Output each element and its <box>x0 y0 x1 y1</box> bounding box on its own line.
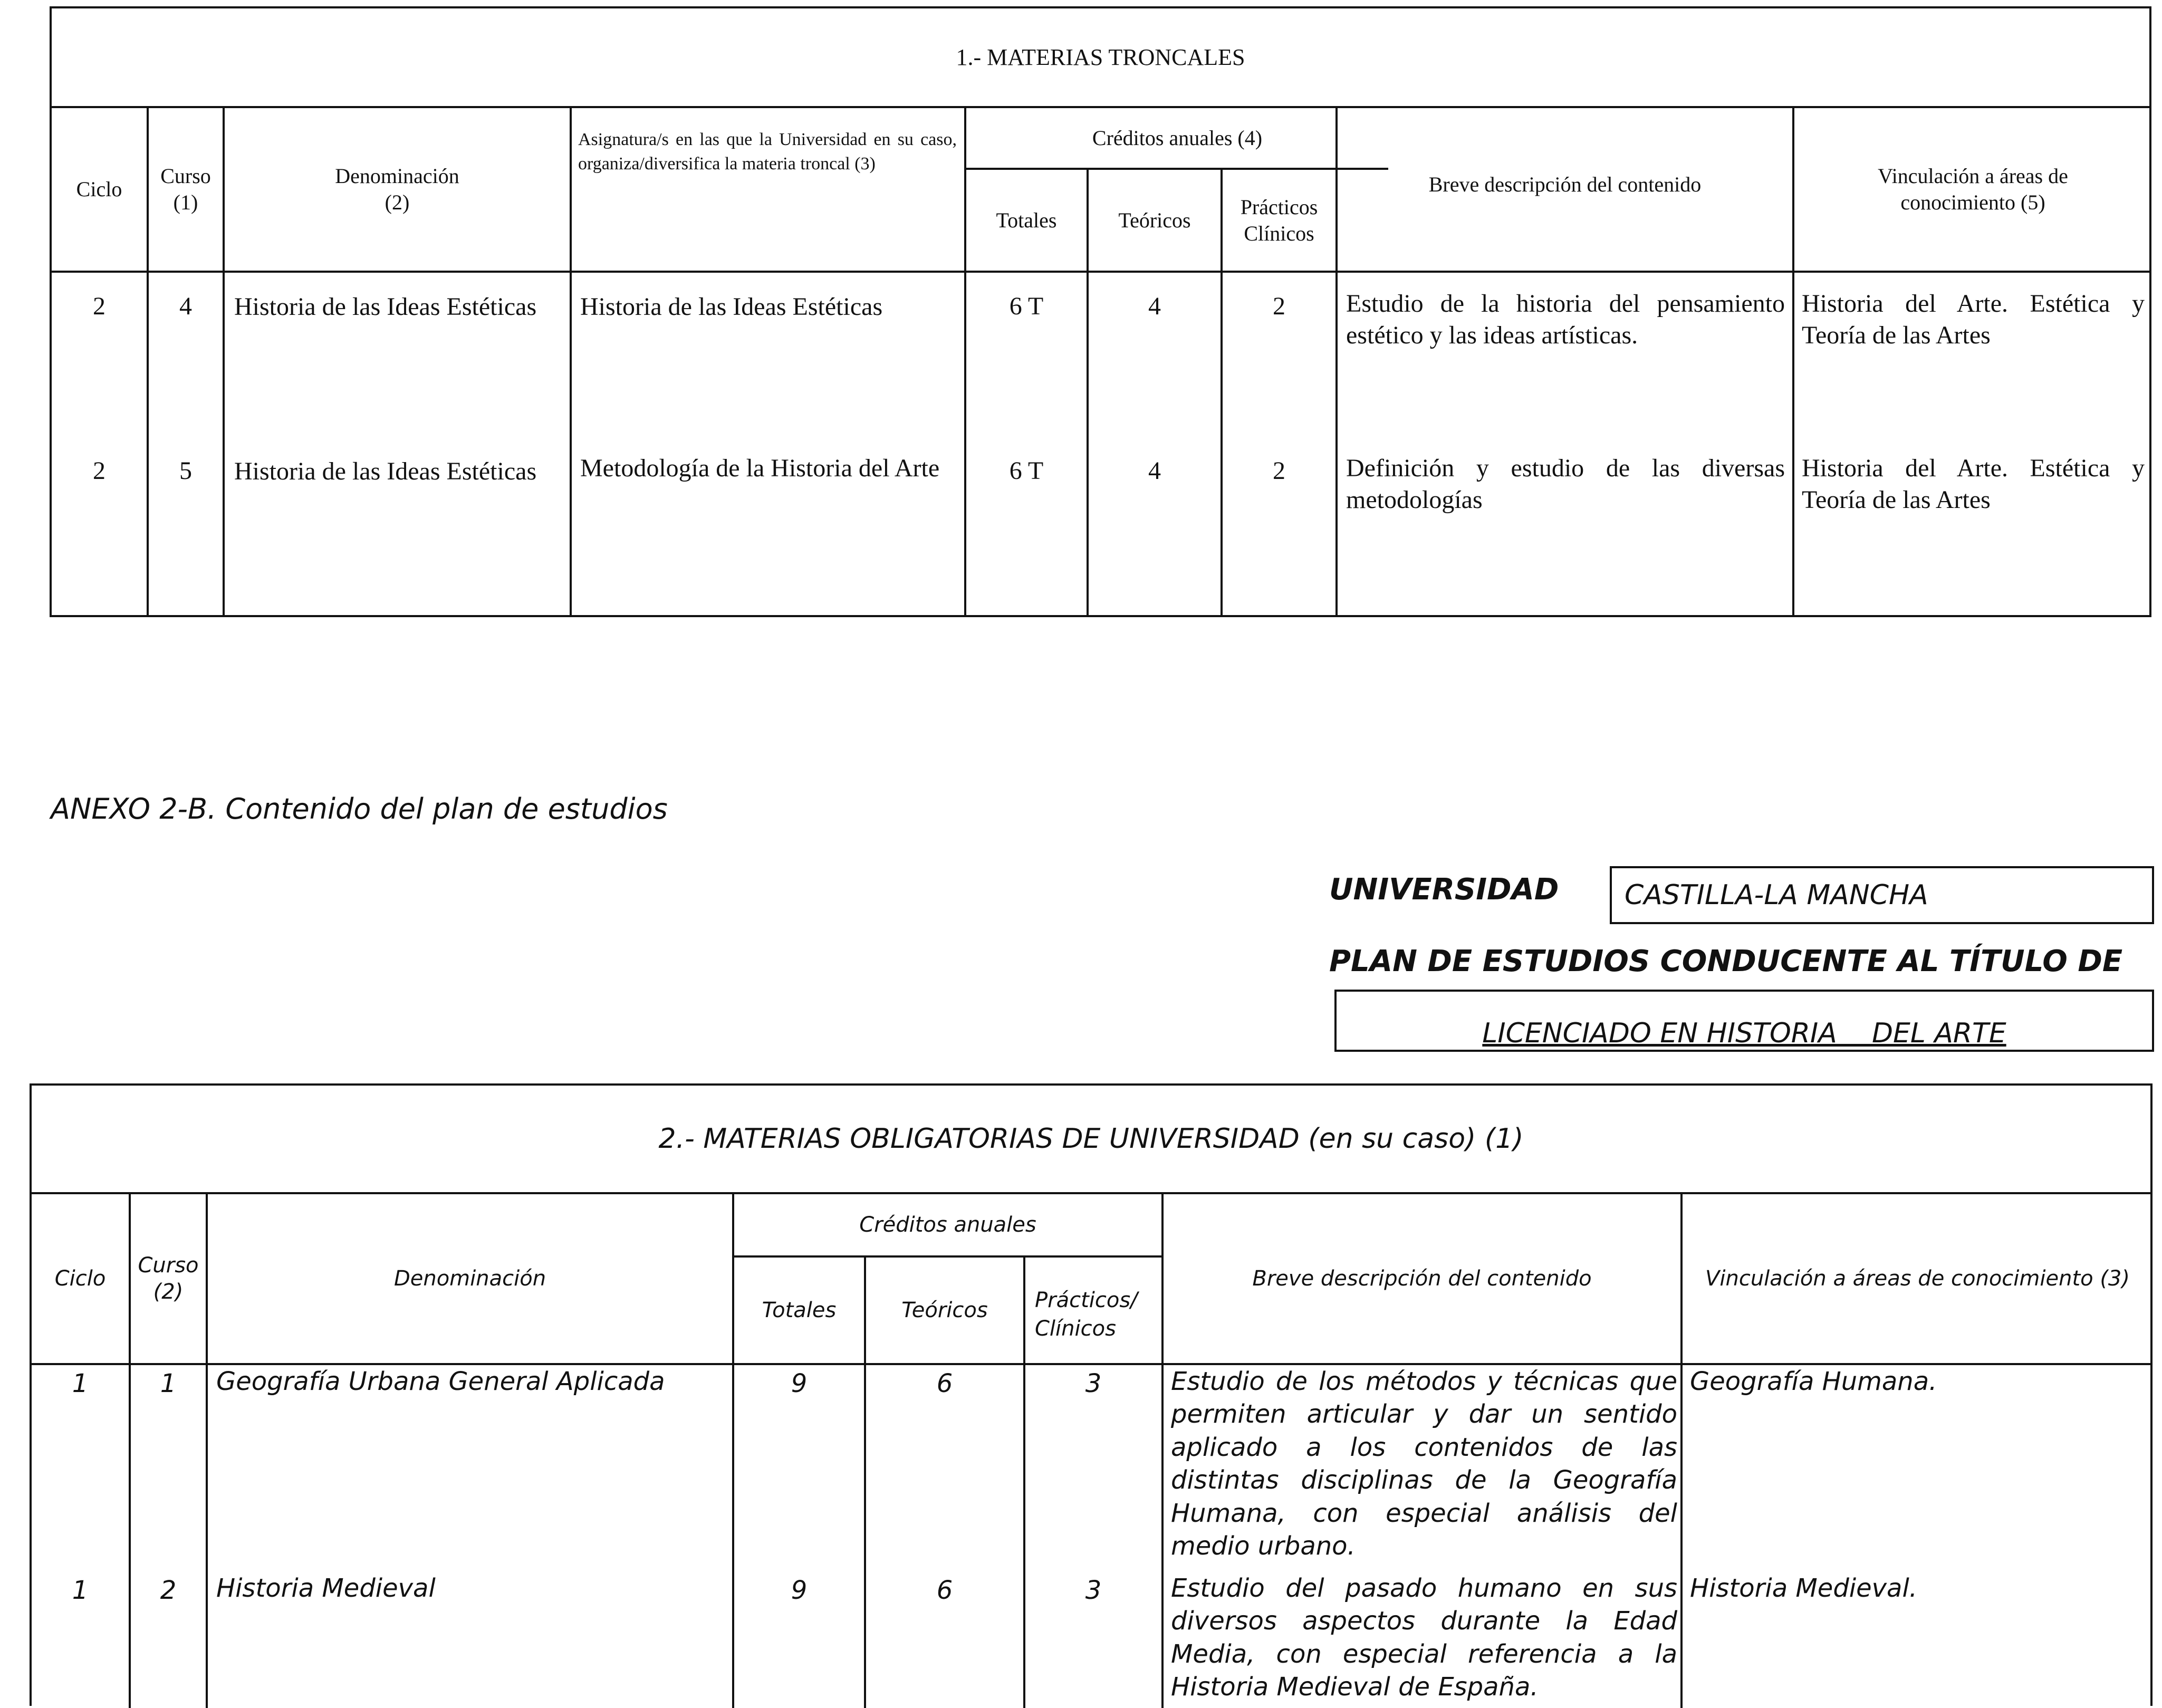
header-denominacion <box>225 108 570 271</box>
header-practicos: Prácticos/ Clínicos <box>1035 1288 1138 1341</box>
row1-descripcion: Estudio de los métodos y técnicas que permiten articular y dar un sentido aplicado a los contenidos de las distintas disciplinas de la Geografía Humana, con especial análisis del medio urbano. <box>1171 1367 1677 1561</box>
header-totales: Totales <box>996 208 1057 232</box>
row1-totales: 9 <box>791 1369 808 1398</box>
row2-totales: 9 <box>791 1576 808 1605</box>
col-line <box>570 106 572 617</box>
header-teoricos: Teóricos <box>901 1298 988 1322</box>
row1-vinculacion: Geografía Humana. <box>1690 1367 1937 1396</box>
row2-practicos: 2 <box>1273 457 1285 485</box>
row1-ciclo: 1 <box>72 1369 89 1398</box>
row1-teoricos: 4 <box>1148 292 1161 320</box>
row2-ciclo: 1 <box>72 1576 89 1605</box>
header-vinculacion: Vinculación a áreas de conocimiento (3) <box>1705 1266 2130 1291</box>
header-curso-note: (2) <box>153 1280 184 1304</box>
row1-curso: 4 <box>179 292 192 320</box>
row2-practicos: 3 <box>1085 1576 1102 1605</box>
header-denominacion-label: Denominación <box>335 164 459 188</box>
row2-denominacion: Historia Medieval <box>216 1573 436 1603</box>
header-divider <box>52 271 2149 273</box>
header-descripcion: Breve descripción del contenido <box>1428 172 1702 196</box>
row1-vinculacion: Historia del Arte. Estética y Teoría de las Artes <box>1802 290 2145 349</box>
row1-curso: 1 <box>160 1369 177 1398</box>
troncales-table <box>50 6 2151 617</box>
row1-denominacion: Geografía Urbana General Aplicada <box>216 1367 665 1396</box>
universidad-value: CASTILLA-LA MANCHA <box>1625 879 1928 911</box>
header-practicos: Prácticos Clínicos <box>1240 195 1318 245</box>
header-curso <box>149 108 223 271</box>
header-curso-note: (1) <box>173 190 198 214</box>
col-line <box>1023 1255 1025 1708</box>
header-descripcion: Breve descripción del contenido <box>1252 1266 1592 1291</box>
header-curso-label: Curso <box>138 1253 199 1278</box>
row1-descripcion: Estudio de la historia del pensamiento estético y las ideas artísticas. <box>1346 290 1785 349</box>
row2-ciclo: 2 <box>93 457 105 485</box>
header-asignatura: Asignatura/s en las que la Universidad en su caso, organiza/diversifica la materia troncal (3) <box>578 130 957 174</box>
row1-denominacion: Historia de las Ideas Estéticas <box>234 293 537 321</box>
titulo-field <box>1334 990 2154 1052</box>
obligatorias-table <box>30 1083 2153 1706</box>
header-ciclo: Ciclo <box>76 177 122 201</box>
universidad-field <box>1610 866 2154 924</box>
header-creditos: Créditos anuales <box>859 1213 1036 1237</box>
row2-vinculacion: Historia del Arte. Estética y Teoría de las Artes <box>1802 454 2145 514</box>
row2-asignatura: Metodología de la Historia del Arte <box>580 454 940 482</box>
row1-totales: 6 T <box>1009 292 1044 320</box>
row2-totales: 6 T <box>1009 457 1044 485</box>
titulo-value: LICENCIADO EN HISTORIA DEL ARTE <box>1482 1017 2006 1049</box>
header-denominacion: Denominación <box>393 1266 546 1291</box>
row2-curso: 2 <box>160 1576 177 1605</box>
row2-vinculacion: Historia Medieval. <box>1690 1573 1918 1603</box>
header-denominacion-note: (2) <box>385 190 410 214</box>
table-title: 2.- MATERIAS OBLIGATORIAS DE UNIVERSIDAD (en su caso) (1) <box>658 1122 1524 1155</box>
header-curso <box>131 1194 206 1363</box>
header-ciclo: Ciclo <box>54 1266 106 1291</box>
header-creditos: Créditos anuales (4) <box>1092 126 1263 150</box>
header-curso-label: Curso <box>160 164 211 188</box>
row2-descripcion: Definición y estudio de las diversas metodologías <box>1346 454 1785 514</box>
row1-practicos: 2 <box>1273 292 1285 320</box>
annex-heading: ANEXO 2-B. Contenido del plan de estudios <box>51 792 668 826</box>
row2-teoricos: 4 <box>1148 457 1161 485</box>
row1-asignatura: Historia de las Ideas Estéticas <box>580 293 883 321</box>
row2-descripcion: Estudio del pasado humano en sus diversos aspectos durante la Edad Media, con especial referencia a la Historia Medieval de España. <box>1171 1573 1677 1702</box>
universidad-label: UNIVERSIDAD <box>1329 872 1559 907</box>
header-vinculacion: Vinculación a áreas de conocimiento (5) <box>1878 164 2068 214</box>
row1-teoricos: 6 <box>936 1369 953 1398</box>
plan-label: PLAN DE ESTUDIOS CONDUCENTE AL TÍTULO DE <box>1329 944 2123 978</box>
row1-ciclo: 2 <box>93 292 105 320</box>
row1-practicos: 3 <box>1085 1369 1102 1398</box>
row2-curso: 5 <box>179 457 192 485</box>
row2-teoricos: 6 <box>936 1576 953 1605</box>
row2-denominacion: Historia de las Ideas Estéticas <box>234 457 537 485</box>
table-title: 1.- MATERIAS TRONCALES <box>956 44 1245 70</box>
header-totales: Totales <box>762 1298 837 1322</box>
header-teoricos: Teóricos <box>1118 208 1191 232</box>
